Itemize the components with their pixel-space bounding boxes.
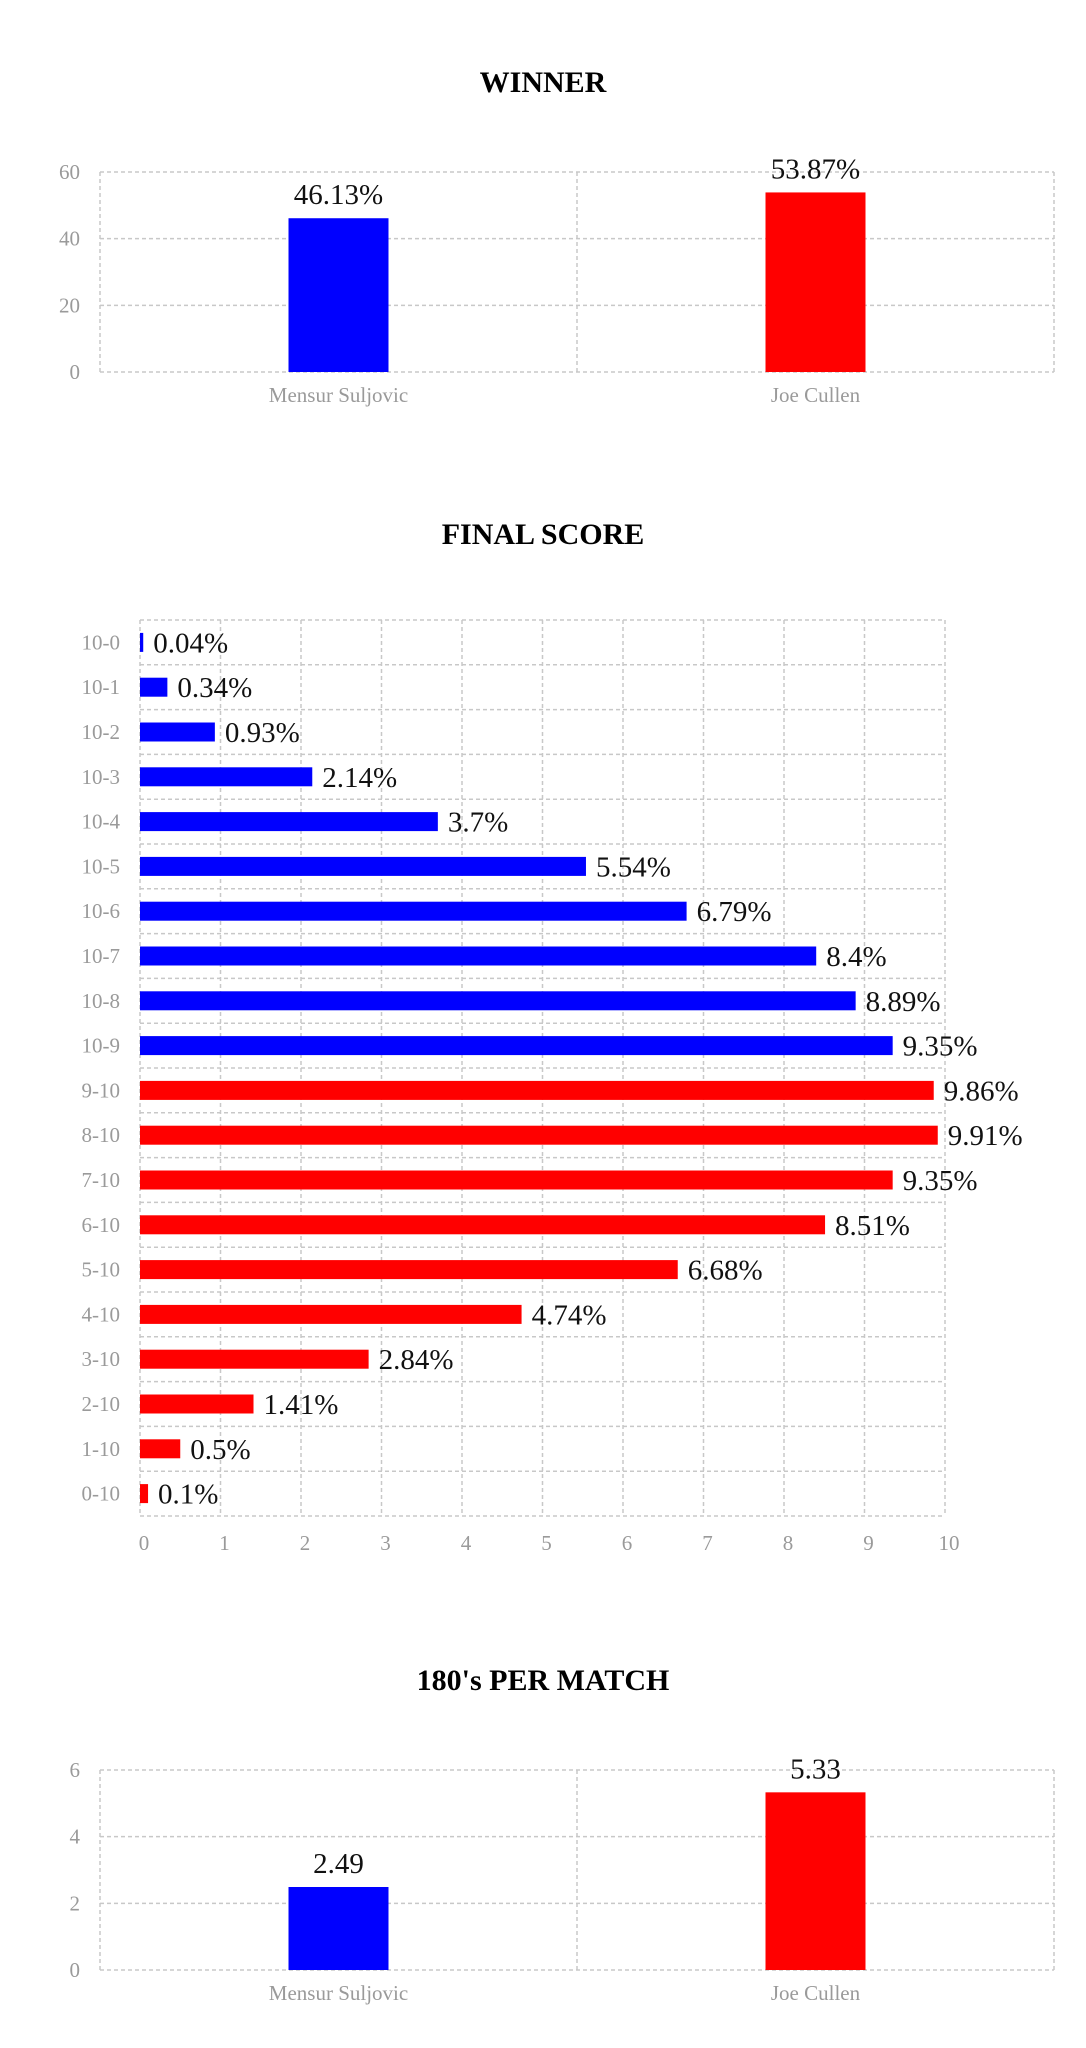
final-score-x-tick-label: 6	[621, 1531, 633, 1555]
final-score-category-label: 8-10	[81, 1123, 120, 1148]
final-score-bar	[140, 1081, 934, 1100]
final-score-bar	[140, 1036, 893, 1055]
final-score-bar	[140, 812, 438, 831]
180s-category-label: Joe Cullen	[770, 1981, 861, 2005]
final-score-category-label: 4-10	[81, 1302, 120, 1327]
final-score-chart	[0, 620, 1086, 1600]
winner-y-tick-label: 0	[69, 360, 80, 384]
final-score-bar	[140, 947, 816, 966]
final-score-x-tick-label: 9	[863, 1531, 874, 1555]
final-score-bar	[140, 678, 167, 697]
final-score-bar	[140, 1260, 678, 1279]
180s-category-label: Mensur Suljovic	[268, 1981, 409, 2005]
final-score-value-label: 4.74%	[531, 1299, 607, 1332]
final-score-category-label: 2-10	[81, 1392, 120, 1416]
final-score-bar	[140, 857, 586, 876]
final-score-category-label: 10-4	[81, 809, 120, 834]
final-score-bar	[140, 1126, 938, 1145]
winner-y-tick-label: 20	[59, 293, 80, 318]
180s-y-tick-label: 6	[69, 1758, 80, 1782]
final-score-value-label: 8.51%	[835, 1209, 910, 1242]
final-score-category-label: 10-5	[81, 854, 120, 879]
final-score-category-label: 6-10	[81, 1212, 120, 1237]
final-score-chart-title: FINAL SCORE	[441, 518, 645, 551]
final-score-value-label: 5.54%	[595, 851, 671, 884]
final-score-category-label: 1-10	[81, 1436, 120, 1461]
180s-y-tick-label: 2	[69, 1891, 80, 1916]
final-score-category-label: 10-1	[81, 675, 120, 700]
winner-bar	[766, 192, 866, 372]
final-score-x-tick-label: 8	[782, 1531, 794, 1555]
final-score-category-label: 5-10	[81, 1257, 120, 1282]
final-score-bar	[140, 1350, 369, 1369]
final-score-bar	[140, 723, 215, 742]
final-score-value-label: 9.35%	[902, 1165, 978, 1197]
final-score-bar	[140, 1215, 825, 1234]
final-score-x-tick-label: 3	[380, 1531, 391, 1555]
winner-value-label: 46.13%	[293, 179, 384, 212]
180s-y-tick-label: 4	[69, 1824, 80, 1849]
final-score-x-tick-label: 7	[702, 1531, 713, 1555]
final-score-x-tick-label: 4	[460, 1531, 472, 1555]
final-score-value-label: 2.84%	[378, 1344, 454, 1377]
180s-chart-title: 180's PER MATCH	[416, 1664, 670, 1697]
final-score-value-label: 0.04%	[153, 627, 229, 660]
final-score-value-label: 6.68%	[687, 1254, 763, 1287]
final-score-bar	[140, 991, 856, 1010]
180s-bar	[766, 1792, 866, 1970]
winner-bar	[289, 218, 389, 372]
180s-value-label: 2.49	[313, 1848, 364, 1880]
final-score-x-tick-label: 1	[219, 1531, 230, 1555]
180s-bar	[289, 1887, 389, 1970]
180s-per-match-chart	[0, 1750, 1086, 2030]
final-score-category-label: 10-8	[81, 988, 120, 1013]
final-score-value-label: 8.4%	[826, 941, 887, 973]
final-score-value-label: 8.89%	[865, 985, 941, 1018]
final-score-x-tick-label: 10	[938, 1531, 960, 1555]
final-score-bar	[140, 767, 312, 786]
final-score-x-tick-label: 0	[138, 1531, 150, 1555]
winner-chart-title: WINNER	[479, 66, 607, 99]
final-score-value-label: 1.41%	[263, 1389, 339, 1421]
final-score-category-label: 0-10	[81, 1481, 120, 1506]
final-score-value-label: 0.5%	[190, 1433, 251, 1466]
final-score-bar	[140, 1395, 254, 1414]
final-score-value-label: 9.35%	[902, 1030, 978, 1063]
final-score-category-label: 10-7	[81, 944, 120, 968]
final-score-bar	[140, 1305, 522, 1324]
final-score-category-label: 10-6	[81, 899, 120, 924]
final-score-value-label: 3.7%	[447, 806, 509, 839]
final-score-value-label: 0.93%	[224, 717, 300, 749]
final-score-category-label: 10-2	[81, 720, 120, 744]
final-score-bar	[140, 1171, 893, 1190]
winner-category-label: Mensur Suljovic	[268, 383, 409, 407]
winner-category-label: Joe Cullen	[770, 383, 861, 407]
final-score-value-label: 0.1%	[158, 1478, 219, 1511]
final-score-category-label: 9-10	[81, 1078, 120, 1103]
final-score-x-tick-label: 2	[299, 1531, 311, 1555]
final-score-value-label: 9.91%	[947, 1120, 1023, 1153]
winner-y-tick-label: 60	[59, 160, 80, 184]
180s-value-label: 5.33	[790, 1753, 841, 1786]
final-score-bar	[140, 1484, 148, 1503]
180s-y-tick-label: 0	[69, 1958, 80, 1982]
winner-value-label: 53.87%	[770, 153, 861, 186]
final-score-category-label: 3-10	[81, 1347, 120, 1372]
final-score-bar	[140, 902, 687, 921]
final-score-value-label: 6.79%	[696, 896, 772, 929]
final-score-value-label: 2.14%	[322, 761, 398, 794]
final-score-category-label: 7-10	[81, 1168, 120, 1192]
final-score-category-label: 10-3	[81, 764, 120, 789]
final-score-bar	[140, 1439, 180, 1458]
final-score-category-label: 10-9	[81, 1033, 120, 1058]
final-score-value-label: 9.86%	[943, 1075, 1019, 1108]
final-score-x-tick-label: 5	[541, 1531, 552, 1555]
final-score-category-label: 10-0	[81, 630, 120, 655]
final-score-value-label: 0.34%	[177, 672, 253, 705]
winner-y-tick-label: 40	[59, 226, 80, 251]
final-score-bar	[140, 633, 143, 652]
